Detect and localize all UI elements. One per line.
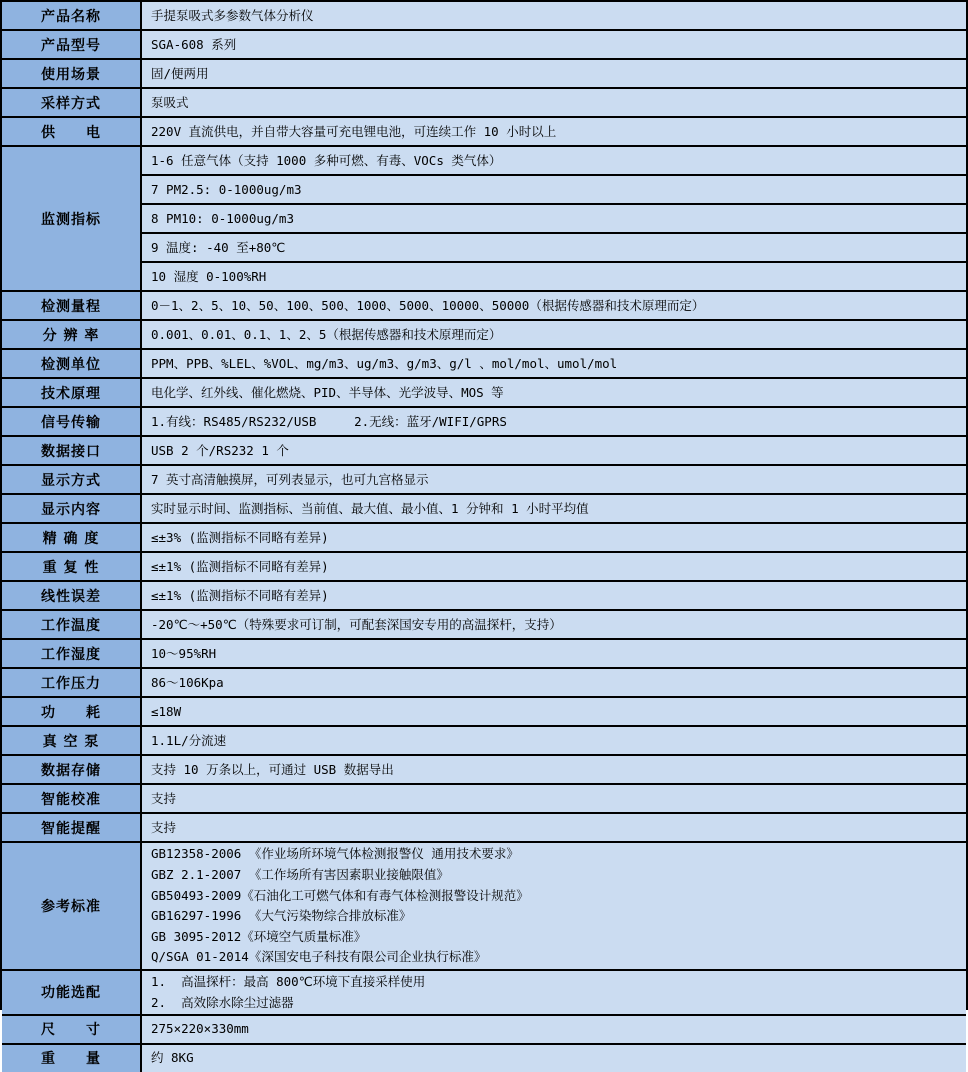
spec-row (2, 582, 966, 611)
value-line: 电化学、红外线、催化燃烧、PID、半导体、光学波导、MOS 等 (151, 384, 504, 400)
value-cell (142, 408, 966, 435)
value-line: 手提泵吸式多参数气体分析仪 (151, 7, 314, 23)
row-label: 线性误差 (2, 582, 142, 609)
value-line: 实时显示时间、监测指标、当前值、最大值、最小值、1 分钟和 1 小时平均值 (151, 500, 589, 516)
row-values (142, 292, 966, 319)
spec-row (2, 698, 966, 727)
row-label: 检测单位 (2, 350, 142, 377)
spec-row (2, 350, 966, 379)
row-values (142, 350, 966, 377)
spec-row (2, 553, 966, 582)
value-cell (142, 756, 966, 783)
value-line: GBZ 2.1-2007 《工作场所有害因素职业接触限值》 (151, 867, 449, 883)
spec-row (2, 843, 966, 971)
row-values (142, 466, 966, 493)
row-label: 工作压力 (2, 669, 142, 696)
spec-row (2, 1016, 966, 1045)
value-line: 固/便两用 (151, 65, 209, 81)
value-line: 7 PM2.5: 0-1000ug/m3 (151, 181, 302, 197)
value-line: 1.有线：RS485/RS232/USB 2.无线：蓝牙/WIFI/GPRS (151, 413, 507, 429)
value-cell (142, 321, 966, 348)
row-label: 重 复 性 (2, 553, 142, 580)
row-label: 信号传输 (2, 408, 142, 435)
row-values (142, 89, 966, 116)
row-values (142, 669, 966, 696)
row-values (142, 553, 966, 580)
value-cell (142, 698, 966, 725)
row-label: 功能选配 (2, 971, 142, 1014)
row-label: 参考标准 (2, 843, 142, 969)
row-label: 显示方式 (2, 466, 142, 493)
value-line: 275×220×330mm (151, 1021, 249, 1037)
row-values (142, 524, 966, 551)
value-cell (142, 785, 966, 812)
row-values (142, 495, 966, 522)
value-cell (142, 553, 966, 580)
row-label: 产品名称 (2, 2, 142, 29)
spec-row (2, 814, 966, 843)
row-label: 供 电 (2, 118, 142, 145)
row-label: 监测指标 (2, 147, 142, 290)
row-label: 使用场景 (2, 60, 142, 87)
spec-row (2, 1045, 966, 1072)
value-cell (142, 263, 966, 290)
spec-row (2, 408, 966, 437)
row-label: 产品型号 (2, 31, 142, 58)
spec-row (2, 2, 966, 31)
value-cell (142, 466, 966, 493)
value-cell (142, 611, 966, 638)
value-line: 220V 直流供电，并自带大容量可充电锂电池，可连续工作 10 小时以上 (151, 123, 557, 139)
row-values (142, 118, 966, 145)
row-label: 尺 寸 (2, 1016, 142, 1043)
spec-row (2, 437, 966, 466)
row-label: 工作温度 (2, 611, 142, 638)
value-cell (142, 843, 966, 969)
spec-row (2, 524, 966, 553)
value-cell (142, 582, 966, 609)
row-values (142, 1045, 966, 1072)
value-cell (142, 205, 966, 234)
row-label: 分 辨 率 (2, 321, 142, 348)
value-line: 2. 高效除水除尘过滤器 (151, 994, 294, 1010)
row-label: 重 量 (2, 1045, 142, 1072)
row-values (142, 2, 966, 29)
row-values (142, 582, 966, 609)
value-cell (142, 176, 966, 205)
row-label: 功 耗 (2, 698, 142, 725)
value-line: ≤±3% (监测指标不同略有差异) (151, 529, 329, 545)
spec-row (2, 118, 966, 147)
value-cell (142, 147, 966, 176)
row-label: 技术原理 (2, 379, 142, 406)
spec-row (2, 31, 966, 60)
value-cell (142, 524, 966, 551)
value-cell (142, 437, 966, 464)
row-values (142, 437, 966, 464)
value-cell (142, 350, 966, 377)
value-cell (142, 495, 966, 522)
value-line: 7 英寸高清触摸屏，可列表显示，也可九宫格显示 (151, 471, 429, 487)
value-line: 9 温度: -40 至+80℃ (151, 239, 286, 255)
row-values (142, 971, 966, 1014)
row-values (142, 611, 966, 638)
value-line: ≤18W (151, 703, 182, 719)
row-label: 工作湿度 (2, 640, 142, 667)
spec-row (2, 147, 966, 292)
spec-row (2, 640, 966, 669)
value-cell (142, 60, 966, 87)
value-line: 泵吸式 (151, 94, 189, 110)
value-cell (142, 234, 966, 263)
row-values (142, 147, 966, 290)
value-line: 1-6 任意气体（支持 1000 多种可燃、有毒、VOCs 类气体） (151, 152, 502, 168)
row-values (142, 1016, 966, 1043)
spec-row (2, 727, 966, 756)
value-cell (142, 31, 966, 58)
value-line: 0－1、2、5、10、50、100、500、1000、5000、10000、50000（根据传感器和技术原理而定） (151, 297, 705, 313)
value-line: PPM、PPB、%LEL、%VOL、mg/m3、ug/m3、g/m3、g/l 、mol/mol、umol/mol (151, 355, 618, 371)
row-values (142, 698, 966, 725)
spec-row (2, 292, 966, 321)
value-cell (142, 379, 966, 406)
value-line: SGA-608 系列 (151, 36, 237, 52)
spec-row (2, 321, 966, 350)
value-line: USB 2 个/RS232 1 个 (151, 442, 289, 458)
value-line: 支持 (151, 819, 177, 835)
spec-row (2, 89, 966, 118)
value-cell (142, 640, 966, 667)
row-label: 数据存储 (2, 756, 142, 783)
value-line: Q/SGA 01-2014《深国安电子科技有限公司企业执行标准》 (151, 949, 487, 965)
row-values (142, 640, 966, 667)
value-line: 支持 (151, 790, 177, 806)
value-cell (142, 1045, 966, 1072)
row-label: 显示内容 (2, 495, 142, 522)
row-label: 精 确 度 (2, 524, 142, 551)
value-cell (142, 814, 966, 841)
value-line: GB 3095-2012《环境空气质量标准》 (151, 928, 367, 944)
value-line: -20℃～+50℃（特殊要求可订制，可配套深国安专用的高温探杆，支持） (151, 616, 562, 632)
row-values (142, 408, 966, 435)
row-label: 真 空 泵 (2, 727, 142, 754)
value-line: 0.001、0.01、0.1、1、2、5（根据传感器和技术原理而定） (151, 326, 502, 342)
value-line: 86～106Kpa (151, 674, 224, 690)
value-line: ≤±1% (监测指标不同略有差异) (151, 558, 329, 574)
row-values (142, 727, 966, 754)
value-line: 支持 10 万条以上，可通过 USB 数据导出 (151, 761, 394, 777)
row-values (142, 31, 966, 58)
value-line: 约 8KG (151, 1050, 194, 1066)
row-label: 采样方式 (2, 89, 142, 116)
row-label: 检测量程 (2, 292, 142, 319)
value-line: GB12358-2006 《作业场所环境气体检测报警仪 通用技术要求》 (151, 846, 519, 862)
value-cell (142, 118, 966, 145)
value-cell (142, 89, 966, 116)
value-line: ≤±1% (监测指标不同略有差异) (151, 587, 329, 603)
value-cell (142, 971, 966, 1014)
spec-row (2, 611, 966, 640)
value-cell (142, 669, 966, 696)
value-line: 10 湿度 0-100%RH (151, 268, 267, 284)
row-values (142, 60, 966, 87)
row-values (142, 814, 966, 841)
value-cell (142, 2, 966, 29)
row-label: 智能提醒 (2, 814, 142, 841)
row-label: 智能校准 (2, 785, 142, 812)
value-line: 10～95%RH (151, 645, 217, 661)
spec-row (2, 60, 966, 89)
value-line: GB50493-2009《石油化工可燃气体和有毒气体检测报警设计规范》 (151, 887, 529, 903)
value-line: 1.1L/分流速 (151, 732, 227, 748)
row-values (142, 756, 966, 783)
value-line: 1. 高温探杆：最高 800℃环境下直接采样使用 (151, 974, 426, 990)
value-line: 8 PM10: 0-1000ug/m3 (151, 210, 294, 226)
row-values (142, 321, 966, 348)
row-values (142, 843, 966, 969)
value-cell (142, 727, 966, 754)
value-cell (142, 292, 966, 319)
spec-row (2, 379, 966, 408)
value-line: GB16297-1996 《大气污染物综合排放标准》 (151, 908, 412, 924)
spec-row (2, 495, 966, 524)
spec-row (2, 466, 966, 495)
spec-row (2, 971, 966, 1016)
row-values (142, 379, 966, 406)
value-cell (142, 1016, 966, 1043)
spec-row (2, 756, 966, 785)
spec-row (2, 785, 966, 814)
row-values (142, 785, 966, 812)
spec-row (2, 669, 966, 698)
row-label: 数据接口 (2, 437, 142, 464)
